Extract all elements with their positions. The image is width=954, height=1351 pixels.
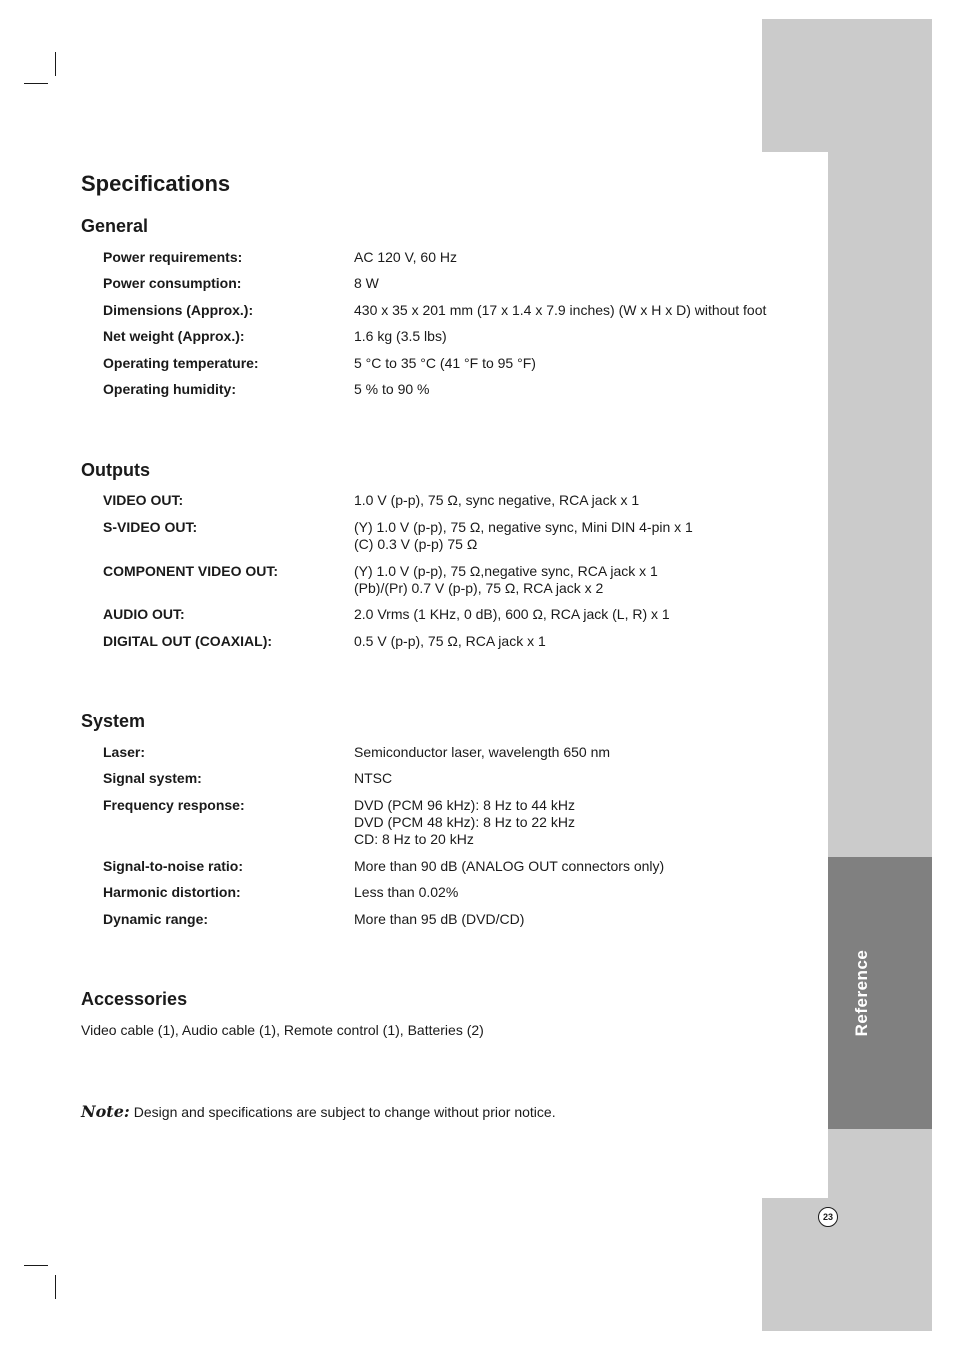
- spec-value: Semiconductor laser, wavelength 650 nm: [354, 744, 611, 760]
- crop-mark: [55, 52, 56, 76]
- section-tab-label: Reference: [852, 949, 871, 1037]
- page-title: Specifications: [81, 171, 231, 196]
- crop-mark: [24, 83, 48, 84]
- spec-value: Less than 0.02%: [354, 884, 459, 900]
- spec-value: 5 °C to 35 °C (41 °F to 95 °F): [354, 355, 536, 371]
- spec-label: Power consumption:: [103, 275, 242, 291]
- spec-label: Signal system:: [103, 770, 202, 786]
- spec-value: DVD (PCM 96 kHz): 8 Hz to 44 kHz DVD (PCM 48 kHz): 8 Hz to 22 kHz CD: 8 Hz to 20 kHz: [354, 797, 575, 847]
- section-tab-reference: [828, 857, 932, 1129]
- spec-label: Harmonic distortion:: [103, 884, 241, 900]
- spec-label: S-VIDEO OUT:: [103, 519, 198, 535]
- spec-label: Signal-to-noise ratio:: [103, 858, 243, 874]
- spec-label: Dimensions (Approx.):: [103, 302, 254, 318]
- note-text: Design and specifications are subject to change without prior notice.: [133, 1104, 556, 1120]
- spec-value: 8 W: [354, 275, 379, 291]
- spec-label: Frequency response:: [103, 797, 245, 813]
- section-title-accessories: Accessories: [81, 989, 188, 1009]
- spec-value: NTSC: [354, 770, 393, 786]
- spec-label: DIGITAL OUT (COAXIAL):: [103, 633, 273, 649]
- spec-label: COMPONENT VIDEO OUT:: [103, 563, 279, 579]
- side-band-top: [762, 19, 932, 152]
- spec-label: Laser:: [103, 744, 146, 760]
- note: [81, 1102, 556, 1122]
- spec-label: Power requirements:: [103, 249, 243, 265]
- spec-label: Operating temperature:: [103, 355, 259, 371]
- spec-value: More than 90 dB (ANALOG OUT connectors only): [354, 858, 665, 874]
- section-title-system: System: [81, 711, 146, 731]
- spec-label: Operating humidity:: [103, 381, 236, 397]
- spec-value: More than 95 dB (DVD/CD): [354, 911, 525, 927]
- spec-label: Net weight (Approx.):: [103, 328, 245, 344]
- spec-value: 1.0 V (p-p), 75 Ω, sync negative, RCA jack x 1: [354, 492, 640, 508]
- spec-value: 1.6 kg (3.5 lbs): [354, 328, 447, 344]
- spec-value: (Y) 1.0 V (p-p), 75 Ω,negative sync, RCA jack x 1 (Pb)/(Pr) 0.7 V (p-p), 75 Ω, RCA jack x 2: [354, 563, 658, 596]
- note-label: Note:: [81, 1102, 130, 1121]
- side-band-bottom: [762, 1198, 932, 1331]
- spec-value: 5 % to 90 %: [354, 381, 430, 397]
- section-title-outputs: Outputs: [81, 460, 150, 480]
- spec-value: (Y) 1.0 V (p-p), 75 Ω, negative sync, Mini DIN 4-pin x 1 (C) 0.3 V (p-p) 75 Ω: [354, 519, 693, 552]
- section-title-general: General: [81, 216, 149, 236]
- page-number: 23: [818, 1207, 838, 1227]
- spec-label: VIDEO OUT:: [103, 492, 184, 508]
- spec-value: AC 120 V, 60 Hz: [354, 249, 457, 265]
- spec-label: Dynamic range:: [103, 911, 209, 927]
- crop-mark: [55, 1275, 56, 1299]
- spec-value: 0.5 V (p-p), 75 Ω, RCA jack x 1: [354, 633, 546, 649]
- spec-value: 2.0 Vrms (1 KHz, 0 dB), 600 Ω, RCA jack (L, R) x 1: [354, 606, 670, 622]
- accessories-text: Video cable (1), Audio cable (1), Remote control (1), Batteries (2): [81, 1022, 484, 1038]
- spec-value: 430 x 35 x 201 mm (17 x 1.4 x 7.9 inches) (W x H x D) without foot: [354, 302, 767, 318]
- spec-label: AUDIO OUT:: [103, 606, 185, 622]
- crop-mark: [24, 1265, 48, 1266]
